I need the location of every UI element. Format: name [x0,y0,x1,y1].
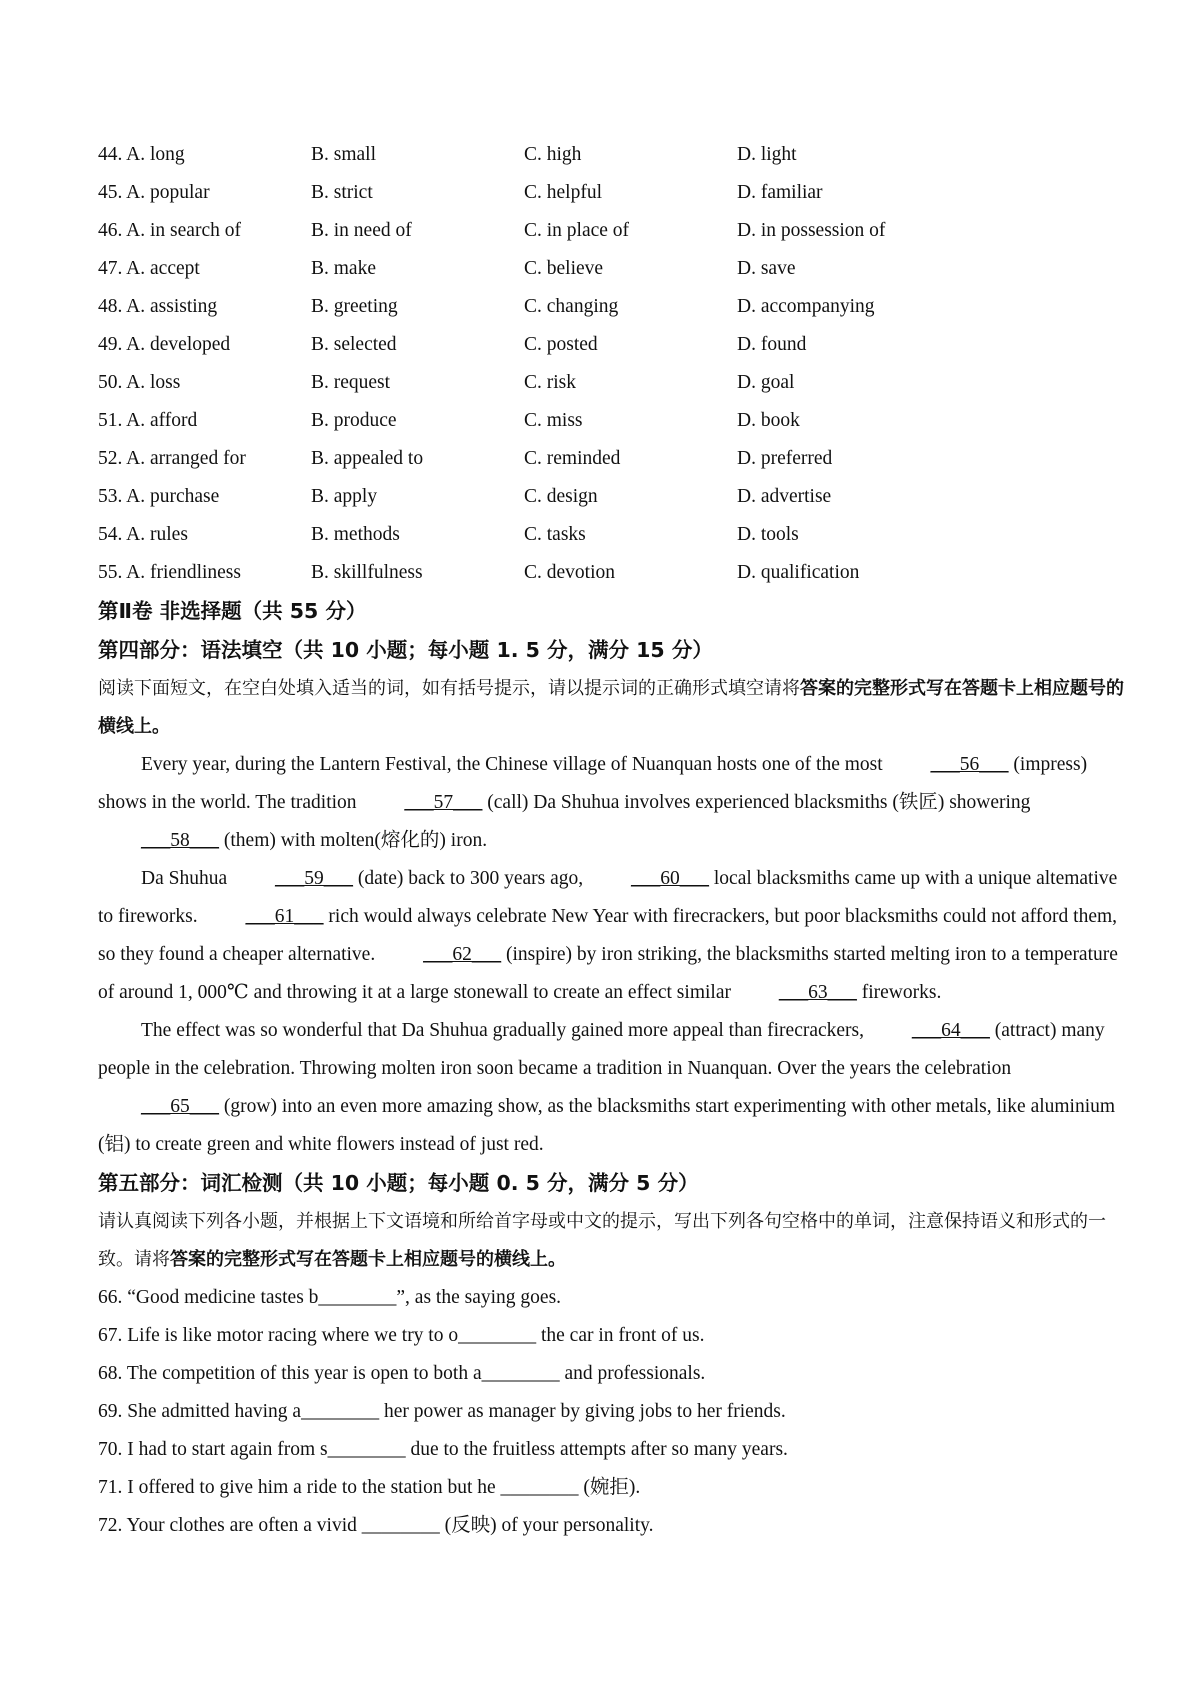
blank-60: ___60___ [631,868,709,889]
passage-paragraph-1 [98,746,1128,860]
option-d: D. goal [737,372,795,393]
passage-text: The effect was so wonderful that Da Shuhua gradually gained more appeal than firecrackers, [141,1020,869,1041]
part4-title: 第四部分：语法填空（共 10 小题；每小题 1. 5 分，满分 15 分） [98,638,713,662]
option-a: 52. A. arranged for [98,448,246,469]
option-b: B. apply [311,486,378,507]
option-a: 49. A. developed [98,334,231,355]
question-row [98,212,1128,250]
option-c: C. believe [524,258,604,279]
option-c: C. reminded [524,448,621,469]
blank-59: ___59___ [275,868,353,889]
choice-options [98,136,1128,592]
passage-paragraph-3 [98,1012,1128,1164]
option-d: D. advertise [737,486,832,507]
vocab-item: 69. She admitted having a________ her power as manager by giving jobs to her friends. [98,1401,786,1422]
blank-61: ___61___ [245,906,324,927]
passage-text: (inspire) by iron striking, the blacksmiths started melting iron to a temperature of around 1, 000℃ and throwing it at a large stonewall to create an effect similar [98,944,1118,1003]
option-c: C. risk [524,372,577,393]
option-a: 53. A. purchase [98,486,220,507]
passage-text: (attract) many people in the celebration. Throwing molten iron soon became a tradition in Nuanquan. Over the years the celebration [98,1020,1105,1079]
vocab-item: 71. I offered to give him a ride to the station but he ________ (婉拒). [98,1477,641,1498]
vocab-item: 68. The competition of this year is open to both a________ and professionals. [98,1363,706,1384]
passage-text: local blacksmiths came up with a unique altemative to fireworks. [98,868,1118,927]
option-d: D. preferred [737,448,833,469]
question-row [98,516,1128,554]
blank-62: ___62___ [423,944,502,965]
option-a: 45. A. popular [98,182,210,203]
option-b: B. greeting [311,296,398,317]
option-b: B. make [311,258,376,279]
option-b: B. in need of [311,220,412,241]
passage-text: rich would always celebrate New Year with firecrackers, but poor blacksmiths could not afford them, so they found a cheaper alternative. [98,906,1118,965]
option-a: 54. A. rules [98,524,188,545]
option-c: C. changing [524,296,619,317]
vocab-list [98,1279,1128,1545]
part5-instr-text: 请认真阅读下列各小题，并根据上下文语境和所给首字母或中文的提示，写出下列各句空格中的单词，注意保持语义和形式的一致。请将 [98,1211,1106,1270]
option-b: B. skillfulness [311,562,423,583]
exam-page [98,136,1128,1545]
blank-64: ___64___ [911,1020,990,1041]
blank-65: ___65___ [141,1096,219,1117]
vocab-item: 67. Life is like motor racing where we try to o________ the car in front of us. [98,1325,705,1346]
passage-text: Every year, during the Lantern Festival, the Chinese village of Nuanquan hosts one of the most [141,754,888,775]
vocab-item: 66. “Good medicine tastes b________”, as the saying goes. [98,1287,562,1308]
part4-instr-bold: 答案的完整形式写在答题卡上相应题号的横线上。 [98,678,1124,737]
option-b: B. methods [311,524,400,545]
option-b: B. selected [311,334,397,355]
question-row [98,326,1128,364]
passage-text: (impress) shows in the world. The tradition [98,754,1088,813]
question-row [98,402,1128,440]
vocab-item: 72. Your clothes are often a vivid ________ (反映) of your personality. [98,1515,654,1536]
question-row [98,250,1128,288]
option-d: D. tools [737,524,799,545]
option-a: 55. A. friendliness [98,562,241,583]
option-b: B. request [311,372,391,393]
option-b: B. strict [311,182,373,203]
question-row [98,136,1128,174]
option-a: 46. A. in search of [98,220,241,241]
passage-text: (call) Da Shuhua involves experienced blacksmiths (铁匠) showering [482,792,1031,813]
option-c: C. design [524,486,598,507]
part5-instr-bold: 答案的完整形式写在答题卡上相应题号的横线上。 [170,1249,566,1270]
option-d: D. familiar [737,182,823,203]
option-d: D. found [737,334,807,355]
question-row [98,554,1128,592]
option-c: C. devotion [524,562,615,583]
blank-57: ___57___ [404,792,483,813]
part5-instructions [98,1203,1128,1279]
question-row [98,478,1128,516]
question-row [98,288,1128,326]
passage-text: Da Shuhua [141,868,232,889]
option-b: B. produce [311,410,397,431]
question-row [98,440,1128,478]
blank-58: ___58___ [141,830,219,851]
question-row [98,364,1128,402]
part5-title: 第五部分：词汇检测（共 10 小题；每小题 0. 5 分，满分 5 分） [98,1171,699,1195]
option-b: B. small [311,144,377,165]
passage-text: (grow) into an even more amazing show, as the blacksmiths start experimenting with other metals, like aluminium (铝) to create green and white flowers instead of just red. [98,1096,1116,1155]
option-c: C. miss [524,410,583,431]
passage-text: (them) with molten(熔化的) iron. [219,830,488,851]
option-c: C. in place of [524,220,630,241]
option-a: 50. A. loss [98,372,181,393]
option-d: D. accompanying [737,296,875,317]
option-a: 51. A. afford [98,410,198,431]
passage-text: (date) back to 300 years ago, [353,868,588,889]
part4-instr-text: 阅读下面短文，在空白处填入适当的词，如有括号提示，请以提示词的正确形式填空请将 [98,678,800,699]
vocab-item: 70. I had to start again from s________ due to the fruitless attempts after so many years. [98,1439,788,1460]
option-b: B. appealed to [311,448,424,469]
passage-text: fireworks. [856,982,942,1003]
option-d: D. in possession of [737,220,886,241]
passage-paragraph-2 [98,860,1128,1012]
option-a: 44. A. long [98,144,185,165]
question-row [98,174,1128,212]
option-c: C. tasks [524,524,586,545]
option-c: C. high [524,144,582,165]
option-a: 47. A. accept [98,258,200,279]
option-d: D. qualification [737,562,860,583]
option-d: D. book [737,410,800,431]
option-c: C. posted [524,334,598,355]
part4-instructions [98,670,1128,746]
volume-title: 第Ⅱ卷 非选择题（共 55 分） [98,599,367,623]
option-d: D. save [737,258,796,279]
option-c: C. helpful [524,182,602,203]
option-d: D. light [737,144,797,165]
option-a: 48. A. assisting [98,296,218,317]
blank-56: ___56___ [930,754,1009,775]
blank-63: ___63___ [778,982,857,1003]
